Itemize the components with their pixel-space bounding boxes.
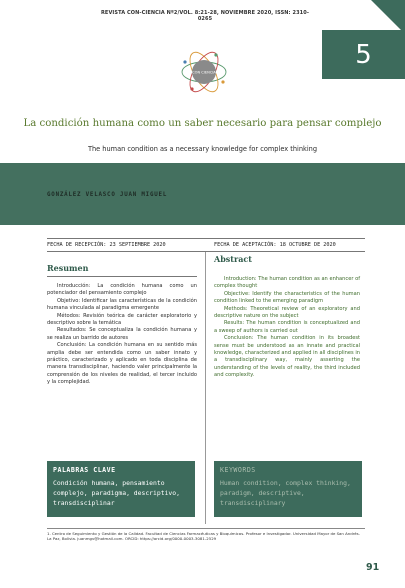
resumen-paragraph: Introducción: La condición humana como un potenciador del pensamiento complejo bbox=[47, 283, 197, 297]
article-title: La condición humana como un saber necesario para pensar complejo bbox=[23, 118, 382, 129]
footnote: 1. Centro de Seguimiento y Gestión de la Calidad. Facultad de Ciencias Farmacéuticas y Bioquímicas. Profesor e Investigador. Universidad Mayor de San Andrés. La Paz, Bolivia. juanmgv@hotmail.com. ORCID: https://orcid.org/0000-0003-3081-2529 bbox=[47, 531, 360, 542]
author-name: GONZÁLEZ VELASCO JUAN MIGUEL bbox=[47, 192, 168, 198]
abstract-paragraph: Methods: Theoretical review of an exploratory and descriptive nature on the subject bbox=[214, 305, 360, 320]
resumen-paragraph: Objetivo: Identificar las características de la condición humana vinculada al paradigma emergente bbox=[47, 297, 197, 312]
abstract-paragraph: Introduction: The human condition as an enhancer of complex thought bbox=[214, 276, 360, 290]
keywords-es-text: Condición humana, pensamiento complejo, paradigma, descriptivo, transdisciplinar bbox=[53, 479, 180, 507]
journal-header: REVISTA CON-CIENCIA Nº2/VOL. 8:21-28, NOVIEMBRE 2020, ISSN: 2310-0265 bbox=[100, 10, 309, 22]
resumen-paragraph: Métodos: Revisión teórica de carácter exploratorio y descriptivo sobre la temática bbox=[47, 312, 197, 327]
article-number-box bbox=[322, 30, 405, 79]
logo-text: CON CIENCIA bbox=[192, 70, 216, 75]
date-accepted: FECHA DE ACEPTACIÓN: 18 OCTUBRE DE 2020 bbox=[214, 242, 336, 248]
resumen-paragraph: Resultados: Se conceptualiza la condición humana y se realiza un barrido de autores bbox=[47, 327, 197, 341]
abstract-paragraph: Results: The human condition is conceptualized and a sweep of authors is carried out bbox=[214, 320, 360, 334]
date-received: FECHA DE RECEPCIÓN: 23 SEPTIEMBRE 2020 bbox=[47, 242, 166, 248]
keywords-es-box bbox=[47, 461, 195, 517]
corner-triangle-decoration bbox=[371, 0, 405, 34]
resumen-body bbox=[47, 283, 197, 387]
footnote-rule bbox=[47, 528, 365, 529]
resumen-paragraph: Conclusión: La condición humana en su sentido más amplia debe ser entendida como un saber innato y práctico, caracterizado y aplicado en toda disciplina de manera transdisciplinar, haciendo valer principalmente la comprensión de los niveles de realidad, el tercer incluido y la complejidad. bbox=[47, 342, 197, 386]
top-rule bbox=[47, 238, 365, 239]
resumen-rule bbox=[47, 276, 197, 277]
abstract-heading: Abstract bbox=[214, 254, 252, 264]
abstract-paragraph: Objective: Identify the characteristics of the human condition linked to the emerging paradigm bbox=[214, 290, 360, 305]
keywords-en-text: Human condition, complex thinking, paradigm, descriptive, transdisciplinary bbox=[220, 479, 351, 507]
abstract-paragraph: Conclusion: The human condition in its broadest sense must be understood as an innate and practical knowledge, characterized and applied in all disciplines in a transdisciplinary way, mainly asserting the understanding of the levels of reality, the third included and complexity. bbox=[214, 335, 360, 379]
article-number: 5 bbox=[355, 39, 372, 70]
resumen-heading: Resumen bbox=[47, 263, 89, 273]
date-rule bbox=[47, 251, 365, 252]
keywords-es-heading: PALABRAS CLAVE bbox=[53, 466, 116, 474]
page-number: 91 bbox=[366, 562, 380, 573]
article-subtitle: The human condition as a necessary knowledge for complex thinking bbox=[87, 145, 318, 153]
keywords-en-heading: KEYWORDS bbox=[220, 466, 256, 474]
abstract-body bbox=[214, 276, 360, 380]
keywords-en-box bbox=[214, 461, 362, 517]
journal-logo bbox=[176, 48, 232, 96]
column-divider bbox=[205, 252, 206, 524]
